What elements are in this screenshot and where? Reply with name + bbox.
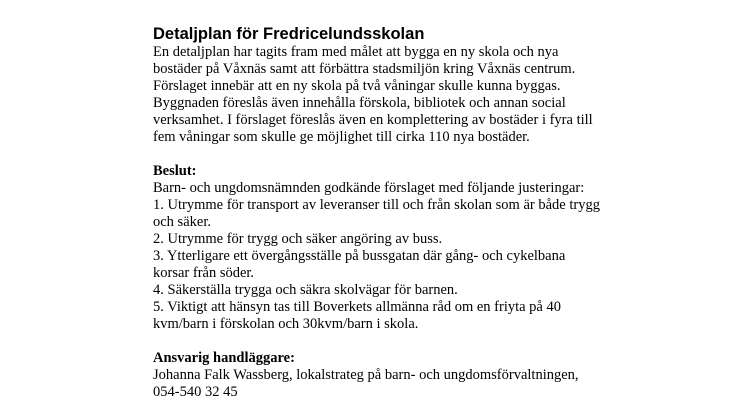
spacer [153,146,633,163]
handlaggare-line: Johanna Falk Wassberg, lokalstrateg på barn- och ungdomsförvaltningen, [153,367,579,383]
intro-line: fem våningar som skulle ge möjlighet till cirka 110 nya bostäder. [153,129,530,145]
document-page [153,25,633,401]
beslut-line: och säker. [153,214,211,230]
intro-line: Byggnaden föreslås även innehålla förskola, bibliotek och annan social [153,95,566,111]
beslut-section [153,180,633,333]
beslut-line: korsar från söder. [153,265,255,281]
page-title: Detaljplan för Fredricelundsskolan [153,25,425,43]
intro-line: Förslaget innebär att en ny skola på två våningar skulle kunna byggas. [153,78,561,94]
beslut-line: 1. Utrymme för transport av leveranser till och från skolan som är både trygg [153,197,600,213]
spacer [153,333,633,350]
beslut-line: 3. Ytterligare ett övergångsställe på bussgatan där gång- och cykelbana [153,248,566,264]
intro-line: verksamhet. I förslaget föreslås även en komplettering av bostäder i fyra till [153,112,593,128]
handlaggare-section [153,367,633,401]
handlaggare-heading: Ansvarig handläggare: [153,350,295,366]
handlaggare-phone: 054-540 32 45 [153,384,238,400]
intro-paragraph [153,44,633,146]
beslut-line: 5. Viktigt att hänsyn tas till Boverkets allmänna råd om en friyta på 40 [153,299,561,315]
beslut-heading: Beslut: [153,163,197,179]
beslut-line: 4. Säkerställa trygga och säkra skolvägar för barnen. [153,282,458,298]
intro-line: En detaljplan har tagits fram med målet att bygga en ny skola och nya [153,44,559,60]
intro-line: bostäder på Våxnäs samt att förbättra stadsmiljön kring Våxnäs centrum. [153,61,576,77]
beslut-line: 2. Utrymme för trygg och säker angöring av buss. [153,231,443,247]
beslut-line: kvm/barn i förskolan och 30kvm/barn i skola. [153,316,419,332]
beslut-line: Barn- och ungdomsnämnden godkände förslaget med följande justeringar: [153,180,585,196]
